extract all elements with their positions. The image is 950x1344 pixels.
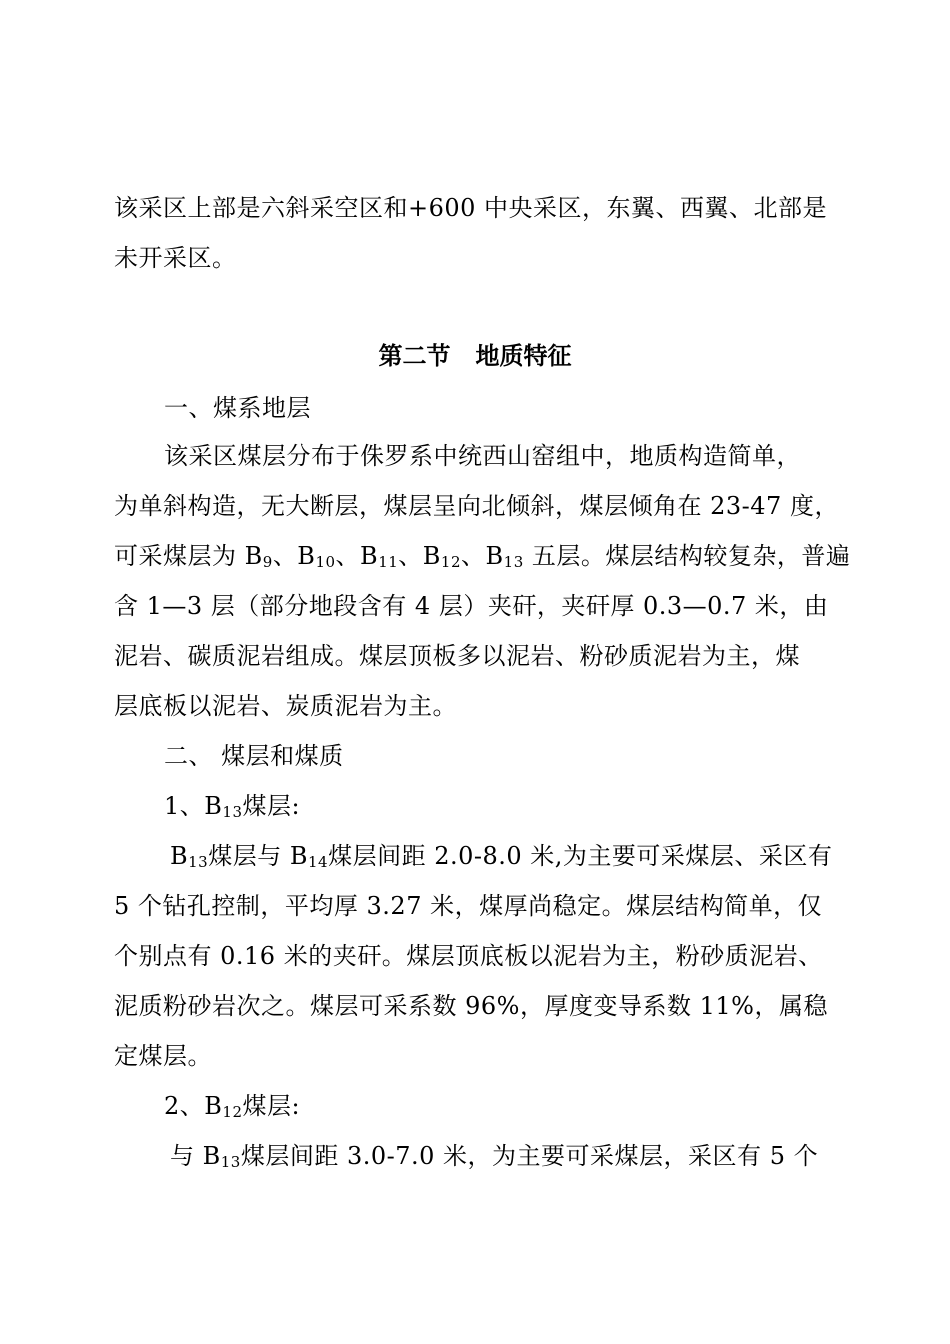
part1-line-2: 为单斜构造，无大断层，煤层呈向北倾斜，煤层倾角在 23-47 度， (114, 492, 839, 520)
b12-heading: 2、$B_{12}$煤层: (164, 1092, 301, 1121)
section-title: 第二节 地质特征 (378, 342, 572, 370)
part2-heading: 二、 煤层和煤质 (164, 742, 344, 770)
b12-line-1: 与 $B_{13}$煤层间距 3.0-7.0 米，为主要可采煤层，采区有 5 个 (170, 1142, 819, 1171)
b13-line-2: 5 个钻孔控制，平均厚 3.27 米，煤厚尚稳定。煤层结构简单，仅 (114, 892, 823, 920)
intro-line-1: 该采区上部是六斜采空区和+600 中央采区，东翼、西翼、北部是 (114, 194, 828, 222)
part1-line-3: 可采煤层为 $B_9$、$B_{10}$、$B_{11}$、$B_{12}$、$B_{13}$ 五层。煤层结构较复杂，普遍 (114, 542, 851, 571)
b13-heading: 1、$B_{13}$煤层: (164, 792, 301, 821)
b13-line-4: 泥质粉砂岩次之。煤层可采系数 96%，厚度变导系数 11%，属稳 (114, 992, 828, 1020)
part1-line-5: 泥岩、碳质泥岩组成。煤层顶板多以泥岩、粉砂质泥岩为主，煤 (114, 642, 800, 670)
part1-line-6: 层底板以泥岩、炭质泥岩为主。 (114, 692, 457, 720)
b13-line-1: $B_{13}$煤层与 $B_{14}$煤层间距 2.0-8.0 米,为主要可采煤层、采区有 (170, 842, 833, 871)
part1-line-4: 含 1—3 层（部分地段含有 4 层）夹矸，夹矸厚 0.3—0.7 米，由 (114, 592, 829, 620)
b13-line-5: 定煤层。 (114, 1042, 212, 1070)
part1-heading: 一、煤系地层 (164, 394, 311, 422)
b13-line-3: 个别点有 0.16 米的夹矸。煤层顶底板以泥岩为主，粉砂质泥岩、 (114, 942, 823, 970)
part1-line-1: 该采区煤层分布于侏罗系中统西山窑组中，地质构造简单， (164, 442, 801, 470)
intro-line-2: 未开采区。 (114, 244, 237, 272)
